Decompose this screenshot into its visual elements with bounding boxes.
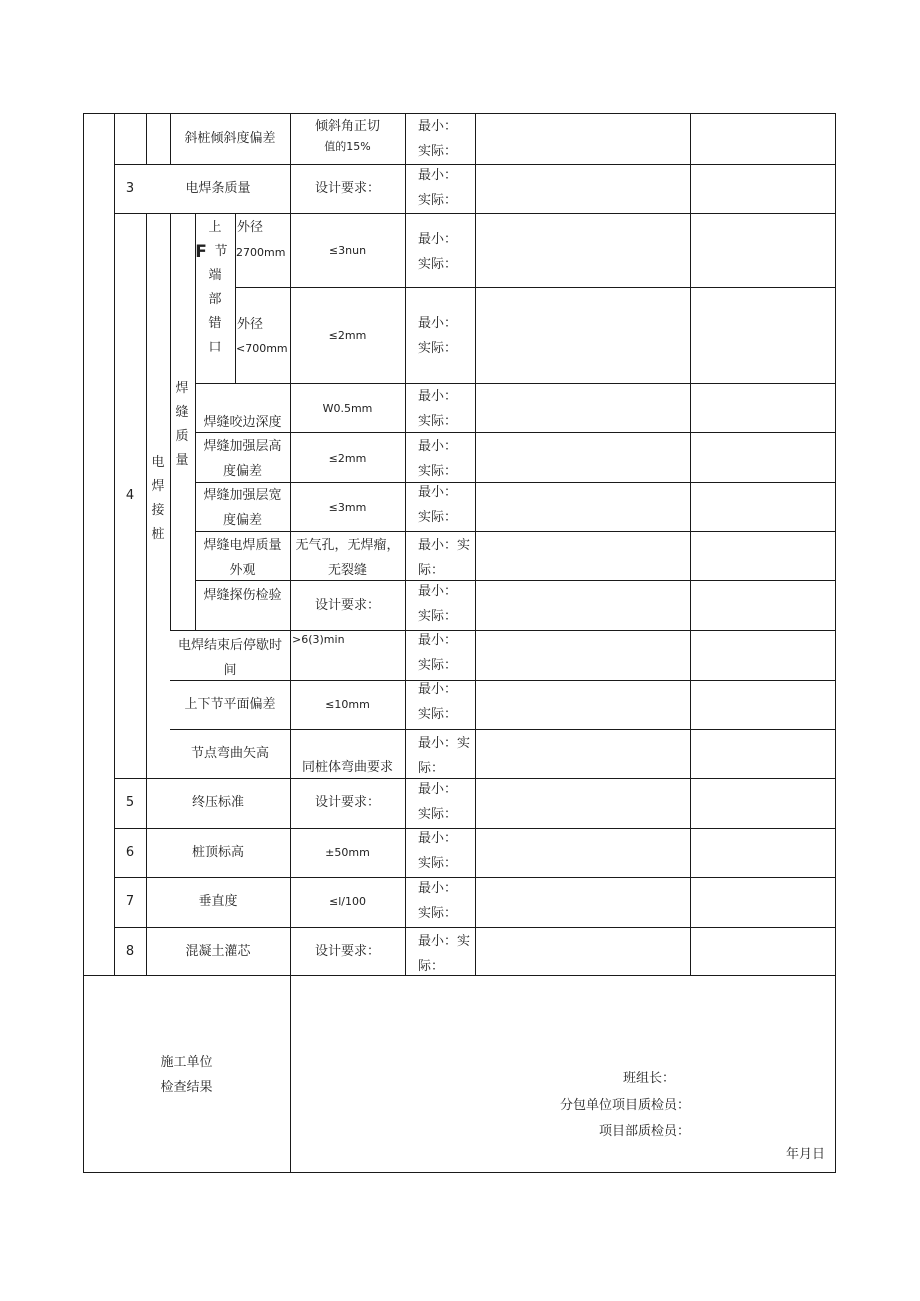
weld-height-min: 最小：	[418, 439, 458, 454]
misalign-label-5: 部	[208, 292, 222, 307]
row7-actual: 实际：	[418, 906, 458, 921]
row8-min: 最小：实	[418, 934, 471, 949]
row8-actual: 际：	[418, 959, 445, 974]
weld-width-item-l2: 度偏差	[222, 513, 262, 528]
weld-undercut-standard: W0.5mm	[322, 402, 373, 415]
row5-no: 5	[125, 795, 135, 810]
rule-row1-a	[146, 113, 147, 164]
group-label-3: 接	[151, 503, 165, 518]
plane-deviation-min: 最小：	[418, 682, 458, 697]
weld-width-min: 最小：	[418, 485, 458, 500]
rule-footer-top	[83, 975, 836, 976]
joint-bend-item: 节点弯曲矢高	[190, 746, 269, 761]
weld-undercut-actual: 实际：	[418, 414, 458, 429]
misalign-label-7: 口	[208, 340, 222, 355]
rule-rest-top	[170, 630, 836, 631]
od-b-actual: 实际：	[418, 341, 458, 356]
weld-width-item-l1: 焊缝加强层宽	[203, 488, 282, 503]
od-b-label: 外径	[237, 317, 264, 332]
row8-no: 8	[125, 944, 135, 959]
weld-height-standard: ≤2mm	[328, 452, 367, 465]
weld-height-item-l2: 度偏差	[222, 464, 262, 479]
team-leader-label: 班组长：	[622, 1071, 675, 1086]
row3-item: 电焊条质量	[185, 181, 251, 196]
od-a-min: 最小：	[418, 232, 458, 247]
weld-flaw-min: 最小：	[418, 584, 458, 599]
subgroup-label-4: 量	[175, 453, 189, 468]
row1-actual: 实际：	[418, 144, 458, 159]
row1-standard-l2: 值的15%	[324, 140, 371, 153]
weld-appearance-min: 最小：实	[418, 538, 471, 553]
rule-remark-col	[690, 113, 691, 976]
weld-appearance-item-l2: 外观	[229, 563, 256, 578]
rule-width-top	[195, 482, 836, 483]
footer-label-l2: 检查结果	[160, 1080, 213, 1095]
misalign-label-2: F	[195, 242, 207, 262]
row7-min: 最小：	[418, 881, 458, 896]
plane-deviation-standard: ≤10mm	[325, 698, 370, 711]
date-label: 年月日	[785, 1147, 825, 1162]
sub-inspector-label: 分包单位项目质检员：	[559, 1098, 690, 1113]
rule-value-col	[475, 113, 476, 976]
rule-left	[83, 113, 84, 1173]
row6-no: 6	[125, 845, 135, 860]
rule-od-split	[235, 287, 836, 288]
row5-actual: 实际：	[418, 807, 458, 822]
row1-item: 斜桩倾斜度偏差	[184, 131, 276, 146]
od-b-value: <700mm	[236, 342, 288, 355]
weld-appearance-item-l1: 焊缝电焊质量	[203, 538, 282, 553]
row1-standard-l1: 倾斜角正切	[314, 119, 380, 134]
plane-deviation-item: 上下节平面偏差	[184, 697, 276, 712]
subgroup-label-1: 焊	[175, 381, 189, 396]
misalign-label-6: 错	[208, 316, 222, 331]
rule-bend-top	[170, 729, 836, 730]
weld-flaw-standard: 设计要求：	[314, 598, 380, 613]
row5-item: 终压标准	[191, 795, 244, 810]
weld-undercut-item: 焊缝咬边深度	[203, 415, 282, 430]
od-b-standard: ≤2mm	[328, 329, 367, 342]
joint-bend-standard: 同桩体弯曲要求	[301, 760, 393, 775]
rest-time-min: 最小：	[418, 633, 458, 648]
row6-actual: 实际：	[418, 856, 458, 871]
misalign-label-1: 上	[208, 220, 222, 235]
row6-min: 最小：	[418, 831, 458, 846]
row1-min: 最小：	[418, 119, 458, 134]
od-a-value: 2700mm	[236, 246, 286, 259]
joint-bend-min: 最小：实	[418, 736, 471, 751]
rest-time-item-l1: 电焊结束后停歇时	[177, 638, 282, 653]
row3-no: 3	[125, 181, 135, 196]
row6-standard: ±50mm	[325, 846, 370, 859]
row3-actual: 实际：	[418, 193, 458, 208]
od-a-actual: 实际：	[418, 257, 458, 272]
weld-appearance-standard-l2: 无裂缝	[327, 563, 367, 578]
weld-width-standard: ≤3mm	[328, 501, 367, 514]
misalign-label-4: 端	[208, 268, 222, 283]
row4-no: 4	[125, 488, 135, 503]
rule-standard-col	[290, 113, 291, 1173]
footer-label-l1: 施工单位	[160, 1055, 213, 1070]
row8-item: 混凝土灌芯	[185, 944, 251, 959]
rule-undercut-top	[195, 383, 836, 384]
dept-inspector-label: 项目部质检员：	[598, 1124, 690, 1139]
weld-undercut-min: 最小：	[418, 389, 458, 404]
row5-min: 最小：	[418, 782, 458, 797]
weld-flaw-actual: 实际：	[418, 609, 458, 624]
joint-bend-actual: 际：	[418, 761, 445, 776]
row3-standard: 设计要求：	[314, 181, 380, 196]
rest-time-actual: 实际：	[418, 658, 458, 673]
row7-no: 7	[125, 894, 135, 909]
od-b-min: 最小：	[418, 316, 458, 331]
row5-standard: 设计要求：	[314, 795, 380, 810]
rule-right	[835, 113, 836, 1173]
weld-width-actual: 实际：	[418, 510, 458, 525]
plane-deviation-actual: 实际：	[418, 707, 458, 722]
row7-item: 垂直度	[198, 894, 238, 909]
row7-standard: ≤l/100	[329, 895, 366, 908]
subgroup-label-3: 质	[175, 429, 189, 444]
rule-measure-col	[405, 113, 406, 976]
od-a-standard: ≤3nun	[328, 244, 367, 257]
weld-height-actual: 实际：	[418, 464, 458, 479]
weld-appearance-standard-l1: 无气孔，无焊瘤，	[295, 538, 400, 553]
group-label-2: 焊	[151, 479, 165, 494]
rule-appearance-top	[195, 531, 836, 532]
rest-time-item-l2: 间	[223, 663, 237, 678]
weld-flaw-item: 焊缝探伤检验	[203, 588, 282, 603]
misalign-label-3: 节	[214, 244, 228, 259]
group-label-4: 桩	[151, 527, 165, 542]
subgroup-label-2: 缝	[175, 405, 189, 420]
rule-bottom	[83, 1172, 836, 1173]
weld-height-item-l1: 焊缝加强层高	[203, 439, 282, 454]
row8-standard: 设计要求：	[314, 944, 380, 959]
od-a-label: 外径	[237, 220, 264, 235]
rest-time-standard: >6(3)min	[292, 633, 345, 646]
group-label-1: 电	[151, 455, 165, 470]
row3-min: 最小：	[418, 168, 458, 183]
rule-top	[83, 113, 836, 114]
weld-appearance-actual: 际：	[418, 563, 445, 578]
row6-item: 桩顶标高	[191, 845, 244, 860]
rule-height-top	[195, 432, 836, 433]
